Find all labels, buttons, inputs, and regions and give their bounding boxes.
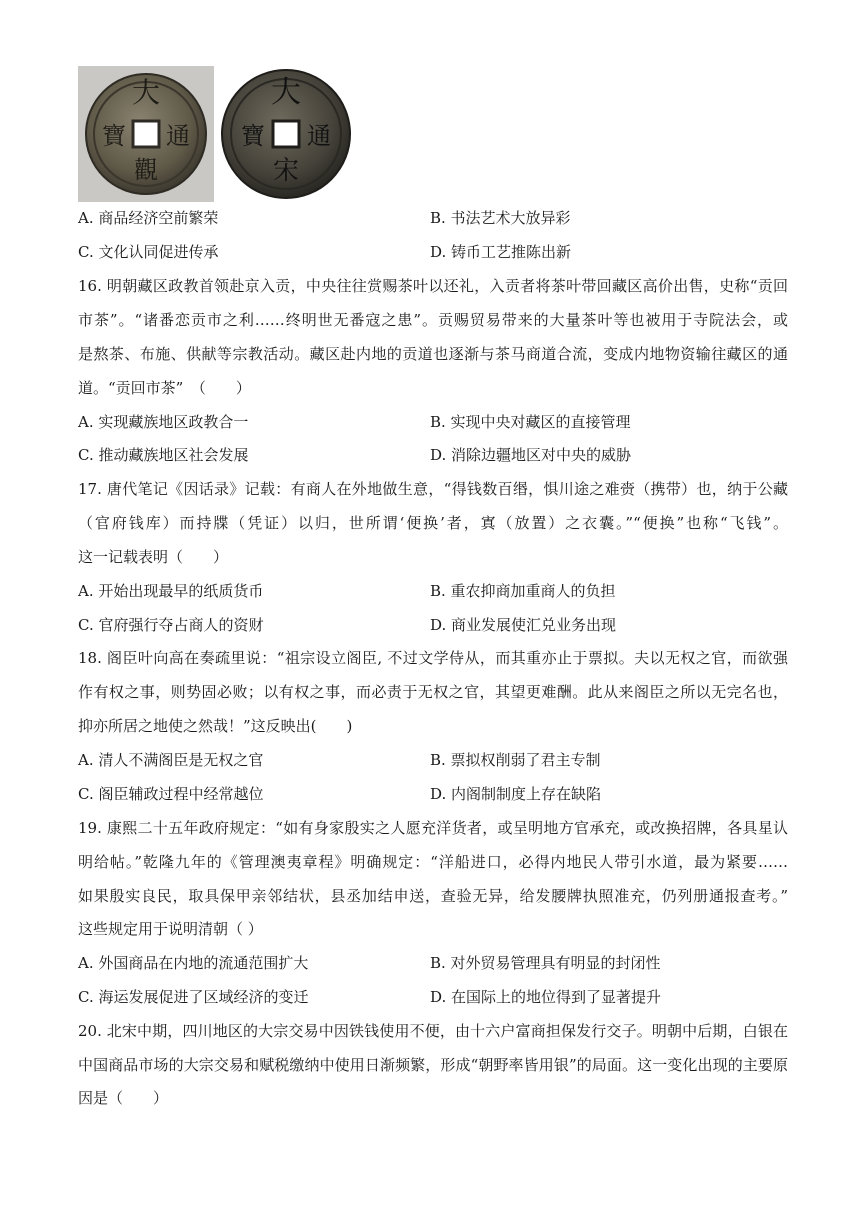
q17-stem-line: 这一记载表明（ ）: [78, 548, 229, 566]
q19-stem-line: 明给帖。”乾隆九年的《管理澳夷章程》明确规定：“洋船进口，必得内地民人带引水道，最为紧要……: [78, 853, 788, 871]
coin-image-daguan: [78, 66, 214, 202]
q20-stem-line: 20. 北宋中期，四川地区的大宗交易中因铁钱使用不便，由十六户富商担保发行交子。明朝中后期，白银在: [78, 1022, 788, 1040]
q16-stem-line: 是熬茶、布施、供献等宗教活动。藏区赴内地的贡道也逐渐与茶马商道合流，变成内地物资输往藏区的通: [78, 345, 788, 363]
coin2-char-right: 通: [307, 122, 331, 150]
q20-stem-line: 中国商品市场的大宗交易和赋税缴纳中使用日渐频繁，形成“朝野率皆用银”的局面。这一变化出现的主要原: [78, 1056, 788, 1074]
coin1-char-bottom: 觀: [134, 156, 158, 184]
q18-stem-line: 抑亦所居之地使之然哉！”这反映出( ): [78, 717, 353, 735]
q18-option-b: B. 票拟权削弱了君主专制: [430, 751, 601, 769]
q19-stem-line: 这些规定用于说明清朝（ ）: [78, 920, 263, 938]
coin-daguan-tongbao: [78, 66, 214, 202]
q18-stem-line: 18. 阁臣叶向高在奏疏里说：“祖宗设立阁臣, 不过文学侍从，而其重亦止于票拟。夫以无权之官，而欲强: [78, 649, 788, 667]
q16-stem-line: 道。“贡回市茶” （ ）: [78, 379, 251, 397]
coin-dasong-tongbao: [218, 66, 354, 202]
q16-option-b: B. 实现中央对藏区的直接管理: [430, 413, 631, 431]
q15-option-d: D. 铸币工艺推陈出新: [430, 243, 572, 261]
q18-option-d: D. 内阁制制度上存在缺陷: [430, 785, 602, 803]
q16-stem-line: 16. 明朝藏区政教首领赴京入贡，中央往往赏赐茶叶以还礼，入贡者将茶叶带回藏区高价出售，史称“贡回: [78, 277, 788, 295]
q18-stem-line: 作有权之事，则势固必败；以有权之事，而必责于无权之官，其望更难酬。此从来阁臣之所以无完名也，: [78, 683, 788, 701]
coin-image-dasong: [218, 66, 354, 202]
q16-option-a: A. 实现藏族地区政教合一: [78, 413, 249, 431]
q18-option-c: C. 阁臣辅政过程中经常越位: [78, 785, 264, 803]
q15-option-c: C. 文化认同促进传承: [78, 243, 219, 261]
q16-option-c: C. 推动藏族地区社会发展: [78, 446, 249, 464]
q17-stem-line: 17. 唐代笔记《因话录》记载：有商人在外地做生意，“得钱数百缗，惧川途之难赍（携带）也，纳于公藏: [78, 480, 788, 498]
q19-option-c: C. 海运发展促进了区域经济的变迁: [78, 988, 309, 1006]
coin2-char-top: 大: [271, 75, 301, 110]
coin1-char-left: 寶: [102, 122, 126, 150]
q19-stem-line: 19. 康熙二十五年政府规定：“如有身家殷实之人愿充洋货者，或呈明地方官承充，或改换招牌，各具星认: [78, 819, 788, 837]
q18-option-a: A. 清人不满阁臣是无权之官: [78, 751, 264, 769]
coin2-char-left: 寶: [241, 122, 265, 150]
q15-option-b: B. 书法艺术大放异彩: [430, 209, 571, 227]
q20-stem-line: 因是（ ）: [78, 1089, 169, 1107]
q17-option-c: C. 官府强行夺占商人的资财: [78, 616, 264, 634]
q19-stem-line: 如果殷实良民，取具保甲亲邻结状，县丞加结申送，查验无异，给发腰牌执照准充，仍列册通报查考。”: [78, 887, 788, 905]
q17-option-d: D. 商业发展使汇兑业务出现: [430, 616, 617, 634]
q16-stem-line: 市茶”。“诸番恋贡市之利……终明世无番寇之患”。贡赐贸易带来的大量茶叶等也被用于寺院法会，或: [78, 311, 788, 329]
q15-option-a: A. 商品经济空前繁荣: [78, 209, 219, 227]
coin1-char-top: 大: [131, 76, 161, 109]
coin1-char-right: 通: [166, 122, 190, 150]
q16-option-d: D. 消除边疆地区对中央的威胁: [430, 446, 632, 464]
q19-option-b: B. 对外贸易管理具有明显的封闭性: [430, 954, 661, 972]
q19-option-d: D. 在国际上的地位得到了显著提升: [430, 988, 662, 1006]
q17-option-b: B. 重农抑商加重商人的负担: [430, 582, 616, 600]
q19-option-a: A. 外国商品在内地的流通范围扩大: [78, 954, 309, 972]
q17-option-a: A. 开始出现最早的纸质货币: [78, 582, 264, 600]
q17-stem-line: （官府钱库）而持牒（凭证）以归，世所谓‘便换’者，寘（放置）之衣囊。”“便换”也称“飞钱”。: [78, 514, 788, 532]
coin2-char-bottom: 宋: [272, 156, 300, 186]
